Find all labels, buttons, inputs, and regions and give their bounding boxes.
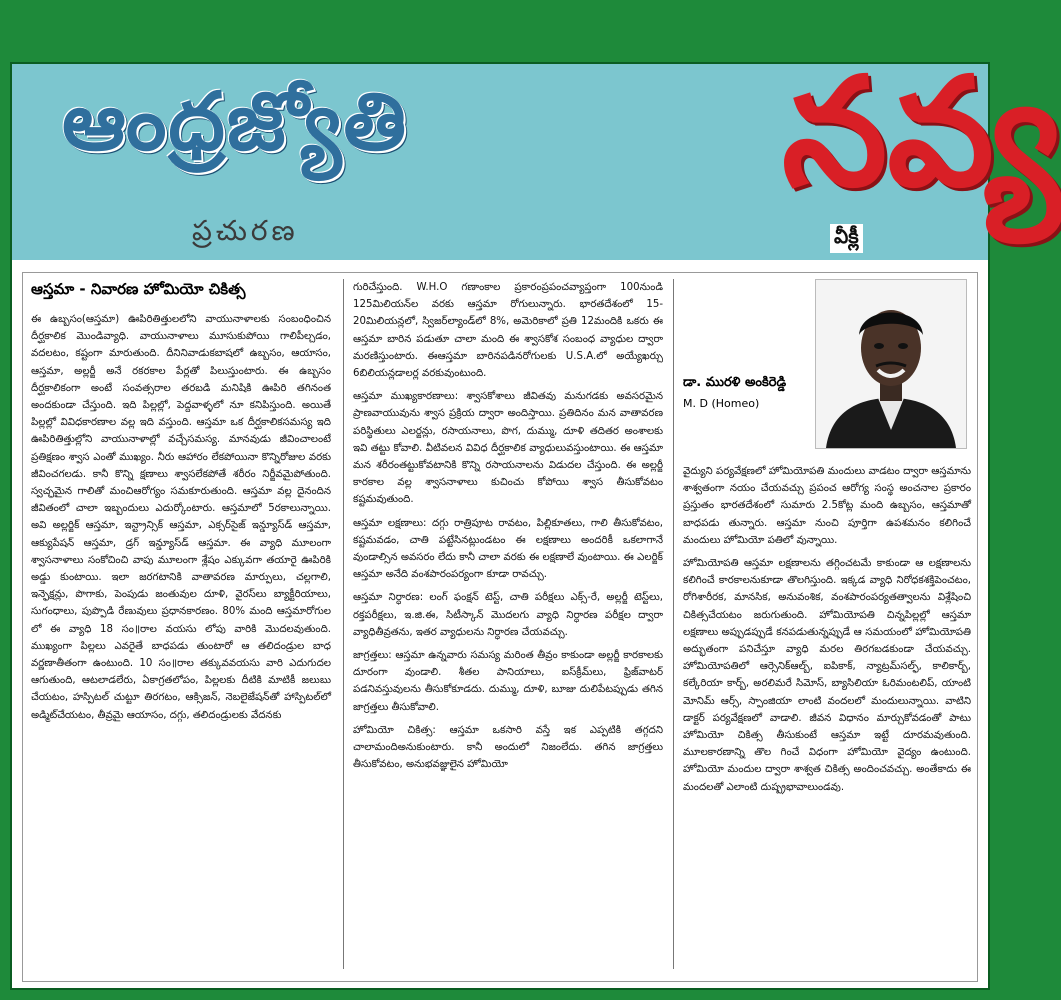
paragraph: వైద్యుని పర్యవేక్షణలో హోమియోపతి మందులు వాడటం ద్వారా ఆస్తమాను శాశ్వతంగా నయం చేయవచ్చు ప్రపంచ ఆరోగ్య సంస్థ అంచనాల ప్రకారం ప్రస్తుతం భారతదేశంలో సుమారు 2.5కోట్ల మంది ఉబ్బసం, ఆస్తమాతో బాధపడు తున్నారు. ఆస్తమా నుంచి పూర్తిగా ఉపశమనం కలిగించే మందులు హోమియో పతిలో వున్నాయి. [683, 466, 971, 546]
masthead [12, 46, 1061, 260]
paragraph: ఆస్తమా ముఖ్యకారణాలు: శ్వాసకోశాలు జీవితవు మనుగడకు అవసరమైన ప్రాణవాయువును శ్వాస ప్రక్రియ ద్వారా అందిస్తాయి. ప్రతిదినం మన వాతావరణ పరిస్థితులు ఎలర్జన్లు, రసాయనాలు, పొగ, దుమ్ము, దూళి తదితర అంశాలకు ఇవి తట్టు కోవాలి. వీటివలన వివిధ దీర్ఘకాలిక వ్యాధులువస్తుంటాయి. ఈ ఆస్తమా మన శరీరంతట్టుకోవటానికి కొన్ని రసాయనాలను విడుదల చేస్తుంది. ఈ అల్లర్జీ కారకాల వల్ల శ్వాసనాళాలు కుచించు కోపోయి శ్వాస తీసుకోవటం కష్టమవుతుంది. [353, 391, 663, 506]
page-frame [10, 46, 1061, 990]
paragraph: హోమియో చికిత్స: ఆస్తమా ఒకసారి వస్తే ఇక ఎప్పటికి తగ్గదని చాలామందిఅనుకుంటారు. కానీ అందులో నిజంలేదు. తగిన జాగ్రత్తలు తీసుకోవటం, అనుభవజ్ఞులైన హోమియో [353, 724, 663, 771]
column-divider [673, 279, 674, 969]
article [22, 272, 978, 982]
author-photo-graphic [816, 280, 966, 448]
paper-logo-subtitle: ప్రచురణ [192, 214, 299, 247]
article-column-3 [683, 279, 971, 802]
paragraph: ఆస్తమా నిర్ధారణ: లంగ్ ఫంక్షన్ టెస్ట్, చాతి పరీక్షలు ఎక్స్-రే, అల్లర్జీ టెస్ట్‌లు, రక్తపరీక్షలు, ఇ.జి.ఈ, సిటీస్కాన్ మొదలగు వ్యాధి నిర్ధారణ పరీక్షల ద్వారా వ్యాధితీవ్రతను, ఇతర వ్యాధులను నిర్ధారణ చేయవచ్చు. [353, 592, 663, 638]
paragraph: హోమియోపతి ఆస్తమా లక్షణాలను తగ్గించటమే కాకుండా ఆ లక్షణాలను కలిగించే కారకాలనుకూడా తొలగిస్తుంది. ఇక్కడ వ్యాధి నిరోధకశక్తిపెంచటం, రోగిశారీరక, మానసిక, అనువంశిక, వంశపారంపర్యతత్వాలను విశ్లేషించి చికిత్సచేయటం జరుగుతుంది. హోమియోపతి చిన్నపిల్లల్లో ఆస్తమా లక్షణాలు అప్పుడప్పుడే కనపడుతున్నప్పుడే ఆ సమయంలో హోమియోపతి అద్భుతంగా పనిచేస్తూ వ్యాధి మరల తిరగబడకుండా చేయవచ్చు. హోమియోపతిలో ఆర్సెనిక్‌ఆల్బ్, ఐపికాక్, న్యాట్రమ్‌సల్ఫ్, కాలికార్బ్, కల్కేరియా కార్బ్, అరలిమరే సిమోస్, బ్యాసిలియా ఓరిమంటలిప్, యాంటి మోనిమ్ ఆర్స్, స్పాంజియా లాంటి వందలలో మందులున్నాయి. వాటిని డాక్టర్ పర్యవేక్షణలో వాడాలి. జీవన విధానం మార్చుకోవడంతో పాటు హోమియో చికిత్స తీసుకుంటే ఆస్తమా ఇట్టే దూరమవుతుంది. మూలకారణాన్ని తొల గించే విధంగా హోమియో వైద్యం ఉంటుంది. హోమియో మందుల ద్వారా శాశ్వత చికిత్స అందించవచ్చు. అంతేకాదు ఈ మందలతో ఎలాంటి దుష్ప్రభావాలుండవు. [683, 558, 971, 793]
author-degree: M. D (Homeo) [683, 397, 760, 411]
paper-logo: ఆంధ్రజ్యోతి [62, 75, 408, 168]
article-column-1 [31, 279, 331, 730]
column-divider [343, 279, 344, 969]
author-photo [815, 279, 967, 449]
paragraph: జాగ్రత్తలు: ఆస్తమా ఉన్నవారు సమస్య మరింత తీవ్రం కాకుండా అల్లర్జీ కారకాలకు దూరంగా వుండాలి. శీతల పానియాలు, ఐస్‌క్రీమ్‌లు, ఫ్రిజ్‌వాటర్ పడనివస్తువులను తీసుకోకూడదు. దుమ్ము, దూళి, బూజు దులిపేటప్పుడు తగిన జాగ్రత్తలు తీసుకోవాలి. [353, 650, 663, 713]
author-name: డా. మురళి అంకిరెడ్డి [683, 375, 787, 390]
article-headline: ఆస్తమా - నివారణ హోమియో చికిత్స [31, 280, 246, 298]
author-byline [683, 374, 786, 412]
author-block [683, 279, 971, 449]
article-column-2 [353, 279, 663, 779]
navya-logo: నవ్య [782, 46, 1061, 220]
paragraph: ఈ ఉబ్బసం(ఆస్తమా) ఊపిరితిత్తులలోని వాయునాళాలకు సంబంధించిన దీర్ఘకాలిక మొండివ్యాధి. వాయునాళాలు మూసుకుపోయి గాలిపీల్చడం, వదలటం, కష్టంగా మారుతుంది. దీనినివాడుకబాషలో ఉబ్బసం, ఆయాసం, ఆస్తమా, అల్లర్జీ అనే రకరకాల పేర్లతో పిలుస్తుంటారు. ఈ ఉబ్బసం దీర్ఘకాలికంగా అంటే సంవత్సరాల తరబడి మనిషికి ఊపిరి తగినంత అందకుండా చేస్తుంది. ఇది పిల్లల్లో, పెద్దవాళ్ళలో నూ కనిపిస్తుంది. అయితే పిల్లల్లో వివిధకారణాల వల్ల ఇది వస్తుంది. ఆస్తమా ఒక దీర్ఘకాలికసమస్య ఇది ఊపిరితిత్తుల్లోని వాయునాళాల్లో వచ్చేసమస్య. మానవుడు జీవించాలంటే ప్రతిక్షణం శ్వాస ఎంతో ముఖ్యం. నీరు ఆహారం లేకపోయినా కొన్నిరోజుల వరకు జీవించగలడు. కానీ కొన్ని క్షణాలు శ్వాసలేకపోతే శరీరం నిర్జీవమైపోతుంది. స్వచ్ఛమైన గాలితో మంచిఆరోగ్యం సమకూరుతుంది. ఆస్తమా వల్ల దైనందిన జీవితంలో చాలా ఇబ్బందులు ఎదుర్కోంటారు. ఆస్తమాలో 5రకాలున్నాయి. అవి అల్లర్జిక్ ఆస్తమా, ఇన్ట్రాన్సిక్ ఆస్తమా, ఎక్సర్‌సైజ్ ఇన్డ్యూస్‌డ్ ఆస్తమా, ఆక్యుపేషన్ ఆస్తమా, డ్రగ్ ఇన్డ్యూస్‌డ్ ఆస్తమా. ఈ వ్యాధి మూలంగా శ్వాసనాళాలు సంకోచించి వాపు మూలంగా శ్లేషం ఎక్కువగా తయారై ఊపిరికి అడ్డు కుంటాయి. ఇలా జరగటానికి వాతావరణ మార్పులు, చల్లగాలి, ఇన్ఫెక్షన్లు, పొగాకు, పెంపుడు జంతువుల దూళి, వైరస్‌లు బ్యాక్టీరియాలు, సుగంధాలు, పుప్పొడి రేణువులు ప్రధానకారణం. 80% మంది ఆస్తమారోగుల లో ఈ వ్యాధి 18 సం॥రాల వయసు లోపు వారికి మొదలవుతుంది. ముఖ్యంగా పిల్లలు ఎవరైతే బాధపడు తుంటారో ఆ తలిదండ్రుల బాధ వర్ణణాతీతంగా ఉంటుంది. 10 సం॥రాల తక్కువవయసు వారి ఎదుగుదల ఆగుతుంది, ఆటలాడలేరు, ఏకాగ్రతలోపం, పిల్లలకు దీటికి మాటికీ జలుబు చేయటం, హస్పిటల్ చుట్టూ తిరగటం, ఆక్సిజన్, నెబలైజేషన్‌తో హాస్పిటల్‌లో అడ్మిట్‌చేయటం, తీవ్రమై ఆయాసం, దగ్గు, తలిదండ్రులకు వేదనకు [31, 314, 331, 721]
paragraph: గురిచేస్తుంది. W.H.O గణాంకాల ప్రకారంప్రపంచవ్యాప్తంగా 100నుండి 125మిలియన్‌ల వరకు ఆస్తమా రోగులున్నారు. భారతదేశంలో 15-20మిలియన్లలో, స్విజర్‌ల్యాండ్‌లో 8%, అమెరికాలో ప్రతి 12మందికి ఒకరు ఈ ఆస్తమా బారిన పడుతూ చాలా మంది ఈ శ్వాసకోశ సంబంధ వ్యాధుల ద్వారా మరణిస్తుంటారు. ఈఆస్తమా బారినపడినరోగులకు U.S.A.లో అయ్యేఖర్చు 6బిలియన్లడాలర్ల వరకువుంటుంది. [353, 282, 663, 380]
paragraph: ఆస్తమా లక్షణాలు: దగ్గు రాత్రిపూట రావటం, పిల్లికూతలు, గాలి తీసుకోవటం, కష్టమవడం, చాతి పట్టేసినట్లుండటం ఈ లక్షణాలు అందరికీ ఒకలాగానే వుండాల్సిన అవసరం లేదు కానీ చాలా వరకు ఈ లక్షణాలే వుంటాయి. ఈ ఎలర్జిక్ ఆస్తమా అనేది వంశపారంపర్యంగా కూడా రావచ్చు. [353, 517, 663, 581]
navya-logo-subtitle: వీక్లీ [830, 224, 863, 253]
